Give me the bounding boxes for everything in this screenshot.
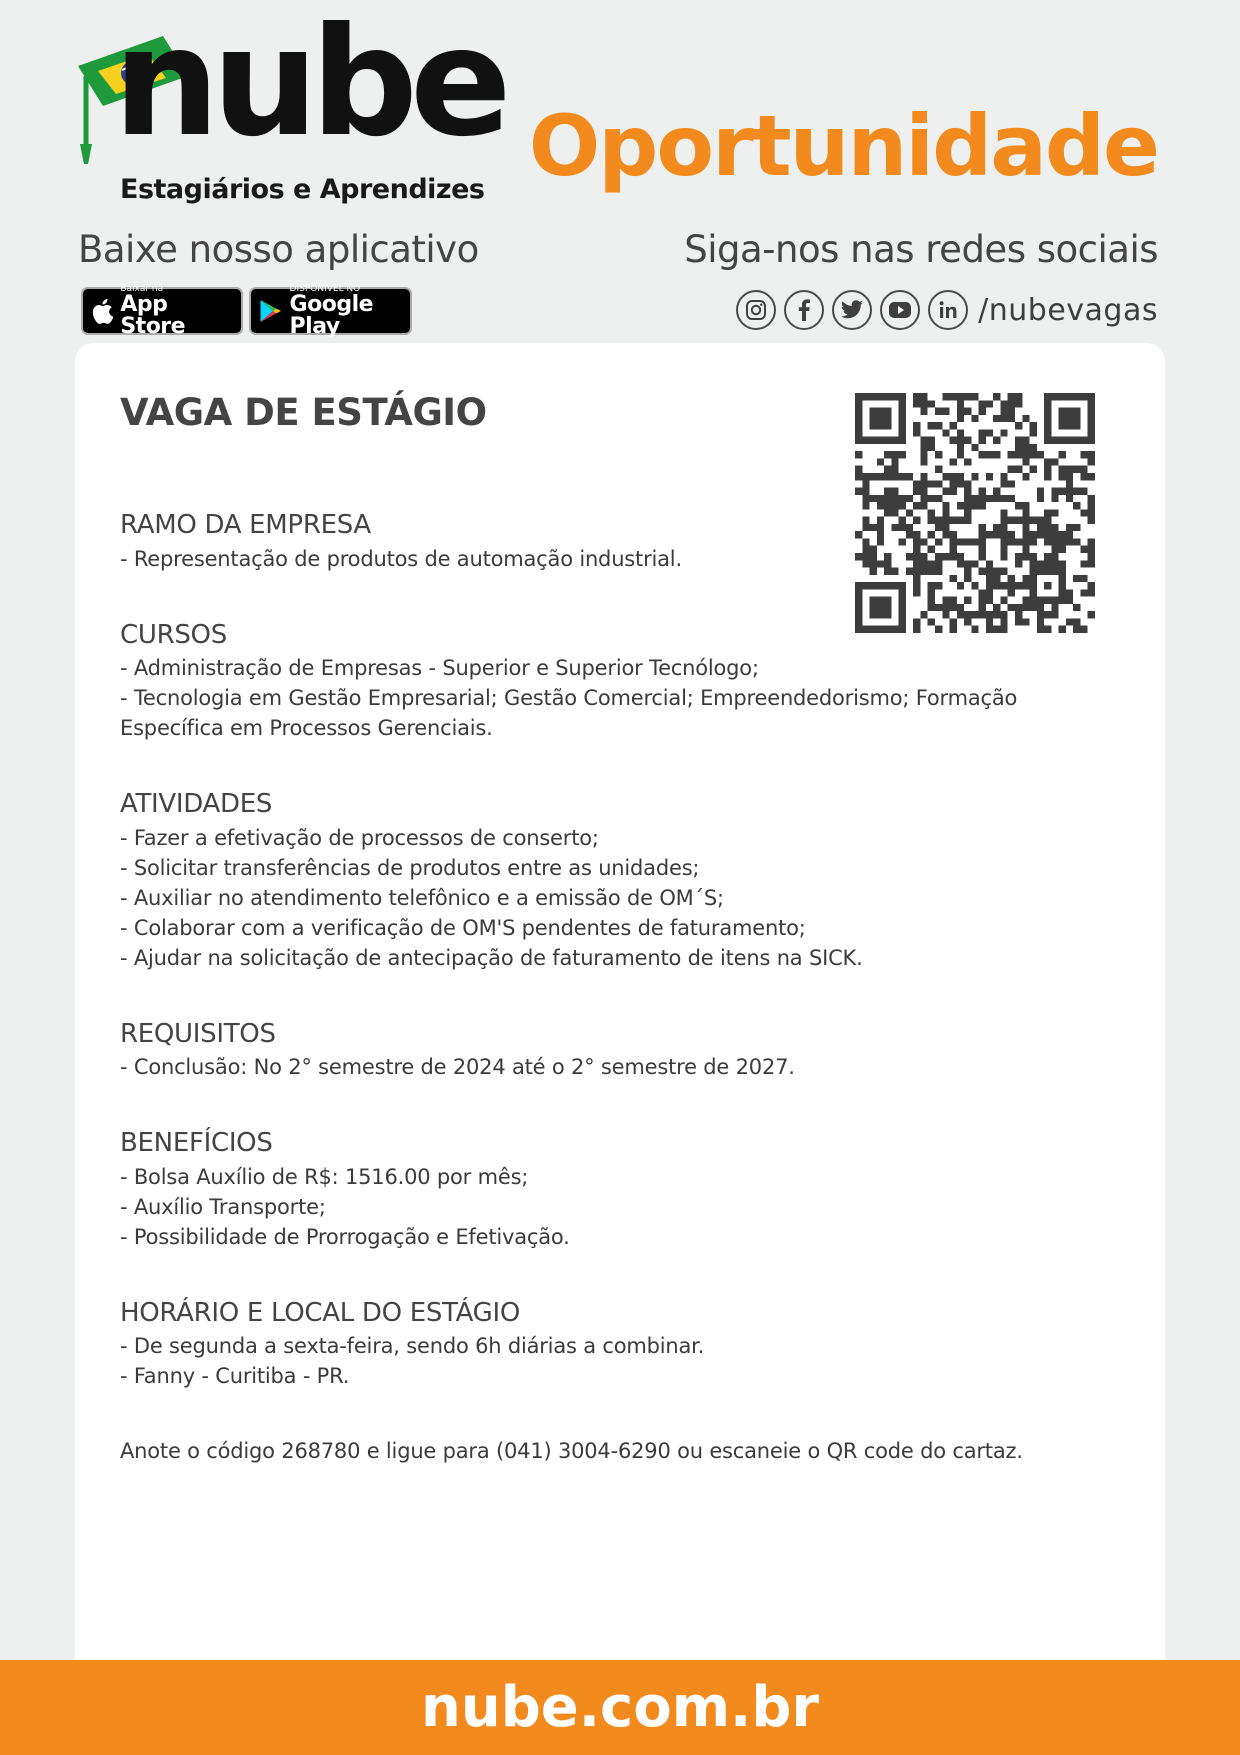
section-line: Específica em Processos Gerenciais. (120, 716, 493, 740)
section-heading: RAMO DA EMPRESA (120, 510, 371, 540)
job-details (120, 509, 1080, 1466)
section-benef-cios (120, 1127, 1080, 1252)
section-ramo-da-empresa (120, 509, 1080, 574)
apple-icon (91, 297, 113, 325)
section-cursos (120, 619, 1080, 744)
section-line: - Fazer a efetivação de processos de conserto; (120, 825, 599, 850)
instagram-icon[interactable] (736, 290, 776, 330)
section-line: - Bolsa Auxílio de R$: 1516.00 por mês; (120, 1164, 529, 1189)
job-card (75, 343, 1165, 1673)
logo-tagline: Estagiários e Aprendizes (120, 174, 485, 205)
headline: Oportunidade (528, 97, 1158, 195)
section-line: - Administração de Empresas - Superior e Superior Tecnólogo; (120, 656, 759, 680)
google-play-icon (259, 295, 283, 327)
section-line: - Conclusão: No 2° semestre de 2024 até o 2° semestre de 2027. (120, 1055, 795, 1079)
section-heading: HORÁRIO E LOCAL DO ESTÁGIO (120, 1297, 521, 1328)
app-store-button[interactable] (81, 283, 243, 339)
google-play-label: Google Play (289, 291, 374, 339)
section-line: - Representação de produtos de automação industrial. (120, 546, 682, 571)
section-heading: BENEFÍCIOS (120, 1128, 273, 1158)
section-line: - De segunda a sexta-feira, sendo 6h diárias a combinar. (120, 1334, 705, 1358)
section-line: - Possibilidade de Prorrogação e Efetivação. (120, 1224, 570, 1249)
section-heading: ATIVIDADES (120, 789, 273, 819)
linkedin-icon[interactable] (928, 290, 968, 330)
social-title: Siga-nos nas redes sociais (684, 228, 1158, 271)
app-download-title: Baixe nosso aplicativo (78, 228, 479, 271)
app-store-small-label: Baixar na (120, 283, 164, 294)
section-heading: CURSOS (120, 619, 227, 650)
section-line: - Colaborar com a verificação de OM'S pendentes de faturamento; (120, 915, 806, 940)
section-line: - Solicitar transferências de produtos entre as unidades; (120, 855, 700, 880)
section-requisitos (120, 1018, 1080, 1083)
job-title: VAGA DE ESTÁGIO (120, 391, 487, 434)
nube-logo (78, 0, 504, 211)
google-play-button[interactable] (249, 283, 412, 339)
call-to-action: Anote o código 268780 e ligue para (041) 3004-6290 ou escaneie o QR code do cartaz. (120, 1439, 1023, 1463)
social-links (736, 290, 1158, 330)
section-line: - Fanny - Curitiba - PR. (120, 1364, 350, 1388)
section-line: - Ajudar na solicitação de antecipação de faturamento de itens na SICK. (120, 945, 863, 970)
youtube-icon[interactable] (880, 290, 920, 330)
facebook-icon[interactable] (784, 290, 824, 330)
store-badges (81, 283, 412, 339)
google-play-small-label: DISPONÍVEL NO (289, 283, 361, 294)
section-heading: REQUISITOS (120, 1018, 276, 1049)
section-hor-rio-e-local-do-est-gio (120, 1297, 1080, 1392)
section-line: - Tecnologia em Gestão Empresarial; Gestão Comercial; Empreendedorismo; Formação (120, 686, 1018, 710)
app-store-label: App Store (120, 291, 186, 339)
section-line: - Auxiliar no atendimento telefônico e a emissão de OM´S; (120, 885, 724, 910)
footer-bar (0, 1660, 1240, 1755)
footer-url[interactable]: nube.com.br (420, 1675, 820, 1740)
social-handle: /nubevagas (978, 292, 1158, 328)
twitter-icon[interactable] (832, 290, 872, 330)
section-atividades (120, 788, 1080, 973)
section-line: - Auxílio Transporte; (120, 1194, 326, 1219)
logo-wordmark: nube (113, 0, 504, 170)
